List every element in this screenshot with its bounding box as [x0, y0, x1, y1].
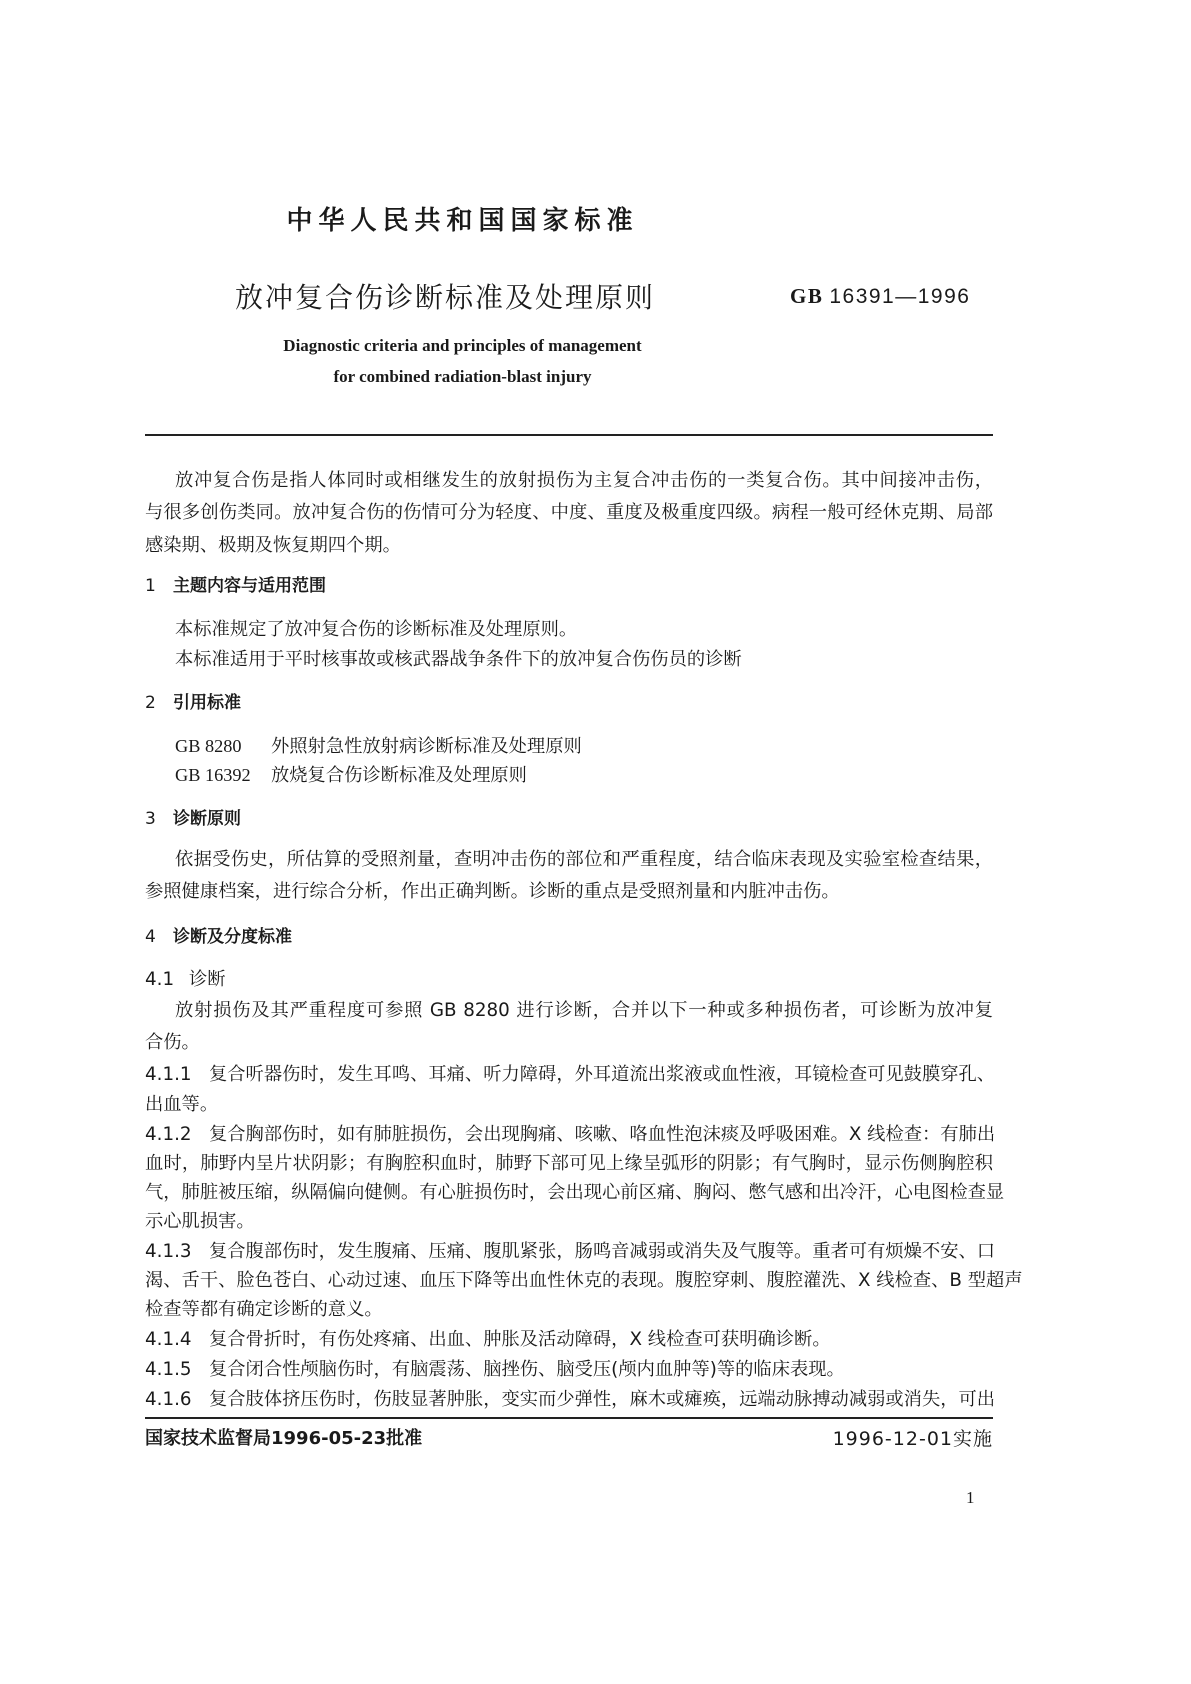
section-title: 引用标准	[173, 693, 241, 713]
clause-line	[145, 1357, 993, 1383]
clause-number: 4.1.1	[145, 1064, 192, 1085]
section-number: 2	[145, 693, 156, 713]
gb-prefix: GB	[790, 284, 824, 308]
clause-line	[145, 1387, 996, 1413]
clause-line	[145, 1297, 993, 1323]
clause-text: 检查等都有确定诊断的意义。	[145, 1299, 383, 1320]
subsection-line: 合伤。	[145, 1032, 200, 1053]
section-1-line: 本标准适用于平时核事故或核武器战争条件下的放冲复合伤伤员的诊断	[175, 649, 742, 670]
section-3-line: 参照健康档案，进行综合分析，作出正确判断。诊断的重点是受照剂量和内脏冲击伤。	[145, 881, 840, 902]
clause-line	[145, 1327, 993, 1353]
clause-text: 血时，肺野内呈片状阴影；有胸腔积血时，肺野下部可见上缘呈弧形的阴影；有气胸时，显示伤侧胸腔积	[145, 1153, 993, 1174]
clause-number: 4.1.5	[145, 1359, 192, 1380]
section-3-heading	[145, 806, 993, 832]
effective-date: 1996-12-01实施	[832, 1428, 993, 1450]
document-title: 放冲复合伤诊断标准及处理原则	[235, 281, 656, 314]
gb-number: 16391—1996	[829, 285, 971, 308]
subsection-title: 诊断	[189, 969, 226, 990]
intro-line: 放冲复合伤是指人体同时或相继发生的放射损伤为主复合冲击伤的一类复合伤。其中间接冲击伤，	[175, 470, 993, 491]
clause-text: 渴、舌干、脸色苍白、心动过速、血压下降等出血性休克的表现。腹腔穿刺、腹腔灌洗、X 线检查、B 型超声	[145, 1270, 1023, 1291]
reference-item	[175, 762, 993, 788]
section-title: 诊断原则	[173, 809, 241, 829]
section-title: 主题内容与适用范围	[173, 576, 326, 596]
clause-text: 复合腹部伤时，发生腹痛、压痛、腹肌紧张，肠鸣音减弱或消失及气腹等。重者可有烦燥不安、口	[209, 1241, 996, 1262]
clause-number: 4.1.6	[145, 1389, 192, 1410]
section-3-line: 依据受伤史，所估算的受照剂量，查明冲击伤的部位和严重程度，结合临床表现及实验室检查结果，	[175, 849, 993, 870]
clause-number: 4.1.3	[145, 1241, 192, 1262]
subsection-4-1-heading	[145, 967, 993, 993]
english-title-line2: for combined radiation-blast injury	[333, 367, 592, 386]
reference-title: 放烧复合伤诊断标准及处理原则	[271, 765, 527, 786]
section-number: 4	[145, 927, 156, 947]
clause-text: 复合胸部伤时，如有肺脏损伤，会出现胸痛、咳嗽、咯血性泡沫痰及呼吸困难。X 线检查：有肺出	[209, 1124, 996, 1145]
clause-text: 复合肢体挤压伤时，伤肢显著肿胀，变实而少弹性，麻木或瘫痪，远端动脉搏动减弱或消失，可出	[209, 1389, 996, 1410]
clause-text: 复合听器伤时，发生耳鸣、耳痛、听力障碍，外耳道流出浆液或血性液，耳镜检查可见鼓膜穿孔、	[209, 1064, 996, 1085]
section-1-heading	[145, 573, 993, 599]
subsection-number: 4.1	[145, 969, 175, 990]
clause-line	[145, 1268, 1023, 1294]
section-number: 3	[145, 809, 156, 829]
footer-divider	[145, 1417, 993, 1419]
subsection-line: 放射损伤及其严重程度可参照 GB 8280 进行诊断，合并以下一种或多种损伤者，可诊断为放冲复	[175, 1000, 993, 1021]
reference-code: GB 16392	[175, 765, 251, 785]
clause-line	[145, 1209, 993, 1235]
page-number: 1	[966, 1488, 975, 1507]
clause-line	[145, 1239, 996, 1265]
reference-item	[175, 733, 993, 759]
header-divider	[145, 434, 993, 436]
standard-number	[790, 284, 970, 309]
intro-line: 感染期、极期及恢复期四个期。	[145, 535, 401, 556]
clause-line	[145, 1122, 996, 1148]
approval-date: 国家技术监督局1996-05-23批准	[145, 1428, 423, 1449]
clause-text: 出血等。	[145, 1094, 219, 1115]
clause-text: 复合闭合性颅脑伤时，有脑震荡、脑挫伤、脑受压(颅内血肿等)等的临床表现。	[209, 1359, 845, 1380]
section-1-line: 本标准规定了放冲复合伤的诊断标准及处理原则。	[175, 619, 578, 640]
section-number: 1	[145, 576, 156, 596]
section-4-heading	[145, 924, 993, 950]
clause-number: 4.1.4	[145, 1329, 192, 1350]
clause-text: 复合骨折时，有伤处疼痛、出血、肿胀及活动障碍，X 线检查可获明确诊断。	[209, 1329, 831, 1350]
section-title: 诊断及分度标准	[173, 927, 292, 947]
clause-line	[145, 1151, 993, 1177]
clause-number: 4.1.2	[145, 1124, 192, 1145]
reference-code: GB 8280	[175, 736, 242, 756]
section-2-heading	[145, 690, 993, 716]
clause-text: 示心肌损害。	[145, 1211, 255, 1232]
clause-line	[145, 1062, 996, 1088]
clause-line	[145, 1180, 1005, 1206]
clause-text: 气，肺脏被压缩，纵隔偏向健侧。有心脏损伤时，会出现心前区痛、胸闷、憋气感和出冷汗，心电图检查显	[145, 1182, 1005, 1203]
intro-line: 与很多创伤类同。放冲复合伤的伤情可分为轻度、中度、重度及极重度四级。病程一般可经休克期、局部	[145, 502, 993, 523]
standard-type: 中华人民共和国国家标准	[286, 206, 639, 236]
english-title-line1: Diagnostic criteria and principles of management	[283, 336, 642, 355]
clause-line	[145, 1092, 993, 1118]
reference-title: 外照射急性放射病诊断标准及处理原则	[271, 736, 582, 757]
